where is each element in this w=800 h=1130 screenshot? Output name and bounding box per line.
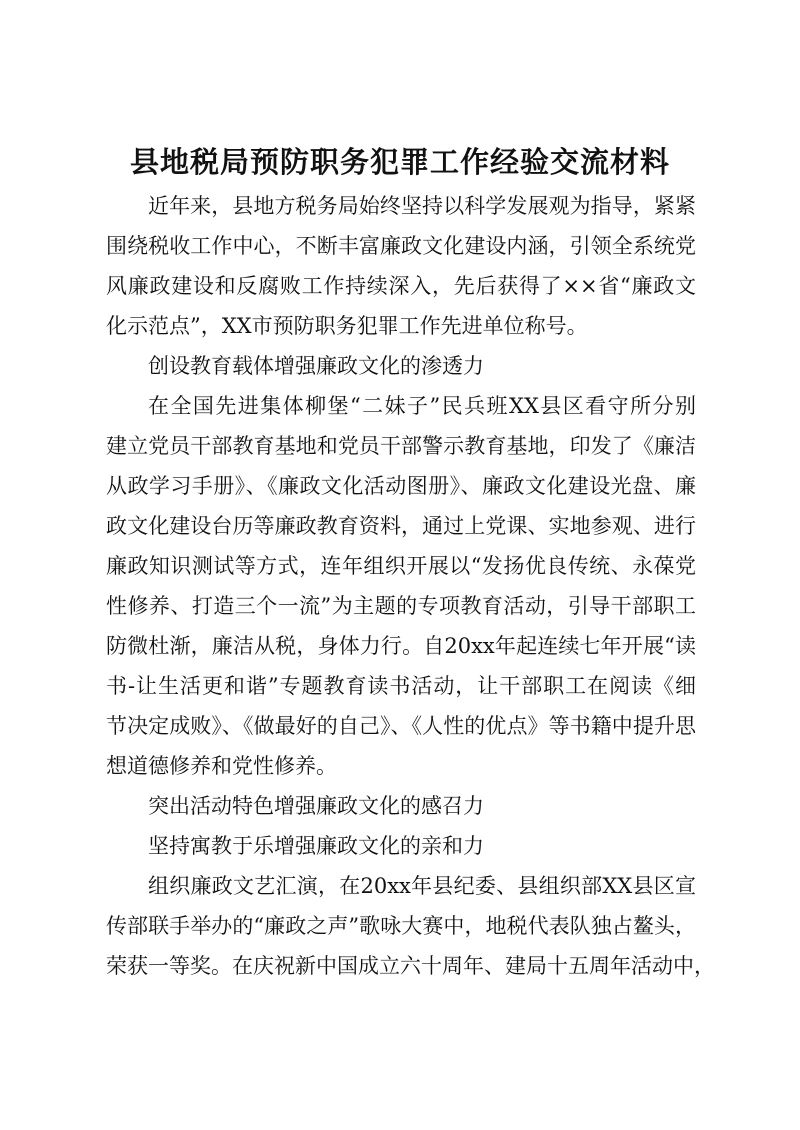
paragraph-line: 节决定成败》、《做最好的自己》、《人性的优点》等书籍中提升思	[106, 714, 696, 738]
paragraph-line: 近年来，县地方税务局始终坚持以科学发展观为指导，紧紧	[148, 194, 696, 218]
paragraph-line: 从政学习手册》、《廉政文化活动图册》、廉政文化建设光盘、廉	[106, 474, 696, 498]
paragraph-line: 政文化建设台历等廉政教育资料，通过上党课、实地参观、进行	[106, 514, 696, 538]
paragraph-line: 化示范点”，XX市预防职务犯罪工作先进单位称号。	[106, 314, 588, 338]
paragraph-line: 防微杜渐，廉洁从税，身体力行。自20xx年起连续七年开展“读	[106, 634, 696, 658]
paragraph-line: 书-让生活更和谐”专题教育读书活动，让干部职工在阅读《细	[106, 674, 696, 698]
paragraph-line: 性修养、打造三个一流”为主题的专项教育活动，引导干部职工	[106, 594, 696, 618]
paragraph-line: 想道德修养和党性修养。	[106, 754, 337, 778]
paragraph-line: 在全国先进集体柳堡“二妹子”民兵班XX县区看守所分别	[148, 394, 696, 418]
paragraph-line: 风廉政建设和反腐败工作持续深入，先后获得了××省“廉政文	[106, 274, 696, 298]
paragraph-line: 组织廉政文艺汇演，在20xx年县纪委、县组织部XX县区宣	[148, 874, 696, 898]
document-title: 县地税局预防职务犯罪工作经验交流材料	[129, 145, 670, 179]
paragraph-line: 建立党员干部教育基地和党员干部警示教育基地，印发了《廉洁	[106, 434, 696, 458]
paragraph-line: 围绕税收工作中心，不断丰富廉政文化建设内涵，引领全系统党	[106, 234, 696, 258]
paragraph-line: 荣获一等奖。在庆祝新中国成立六十周年、建局十五周年活动中，	[106, 954, 715, 978]
section-heading: 创设教育载体增强廉政文化的渗透力	[148, 354, 484, 378]
paragraph-line: 廉政知识测试等方式，连年组织开展以“发扬优良传统、永葆党	[106, 554, 696, 578]
section-heading: 突出活动特色增强廉政文化的感召力	[148, 794, 484, 818]
paragraph-line: 传部联手举办的“廉政之声”歌咏大赛中，地税代表队独占鳌头，	[106, 914, 696, 938]
section-heading: 坚持寓教于乐增强廉政文化的亲和力	[148, 834, 484, 858]
